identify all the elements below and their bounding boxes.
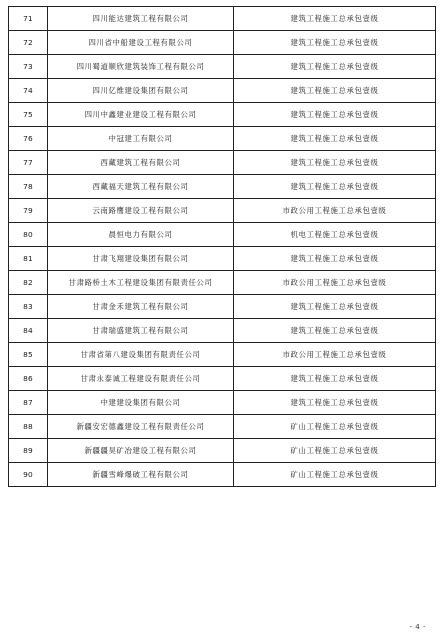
- qualification-cell: 建筑工程施工总承包壹级: [234, 103, 436, 127]
- qualification-cell: 矿山工程施工总承包壹级: [234, 439, 436, 463]
- company-name-cell: 新疆雪峰爆破工程有限公司: [48, 463, 234, 487]
- page-number: - 4 -: [409, 623, 426, 631]
- qualification-cell: 矿山工程施工总承包壹级: [234, 463, 436, 487]
- company-name-cell: 云南路鹰建设工程有限公司: [48, 199, 234, 223]
- company-name-cell: 四川省中船建设工程有限公司: [48, 31, 234, 55]
- row-number-cell: 84: [9, 319, 48, 343]
- company-name-cell: 晨恒电力有限公司: [48, 223, 234, 247]
- qualification-cell: 建筑工程施工总承包壹级: [234, 7, 436, 31]
- row-number-cell: 82: [9, 271, 48, 295]
- company-name-cell: 甘肃路桥土木工程建设集团有限责任公司: [48, 271, 234, 295]
- row-number-cell: 80: [9, 223, 48, 247]
- qualification-cell: 机电工程施工总承包壹级: [234, 223, 436, 247]
- table-row: [9, 55, 436, 79]
- company-name-cell: 中冠建工有限公司: [48, 127, 234, 151]
- row-number-cell: 85: [9, 343, 48, 367]
- table-row: [9, 439, 436, 463]
- company-name-cell: 西藏福天建筑工程有限公司: [48, 175, 234, 199]
- table-row: [9, 247, 436, 271]
- qualification-cell: 建筑工程施工总承包壹级: [234, 319, 436, 343]
- table-row: [9, 391, 436, 415]
- table-row: [9, 223, 436, 247]
- qualification-cell: 建筑工程施工总承包壹级: [234, 31, 436, 55]
- qualification-cell: 市政公用工程施工总承包壹级: [234, 343, 436, 367]
- qualification-cell: 建筑工程施工总承包壹级: [234, 175, 436, 199]
- company-name-cell: 新疆安宏德鑫建设工程有限责任公司: [48, 415, 234, 439]
- table-row: [9, 103, 436, 127]
- table-row: [9, 7, 436, 31]
- table-row: [9, 151, 436, 175]
- company-name-cell: 新疆疆昊矿冶建设工程有限公司: [48, 439, 234, 463]
- company-name-cell: 甘肃瑞盛建筑工程有限公司: [48, 319, 234, 343]
- table-body: [9, 7, 436, 487]
- qualification-cell: 建筑工程施工总承包壹级: [234, 127, 436, 151]
- row-number-cell: 78: [9, 175, 48, 199]
- table-row: [9, 463, 436, 487]
- qualification-cell: 建筑工程施工总承包壹级: [234, 151, 436, 175]
- qualification-cell: 建筑工程施工总承包壹级: [234, 391, 436, 415]
- table-row: [9, 175, 436, 199]
- table-row: [9, 31, 436, 55]
- table-row: [9, 367, 436, 391]
- company-name-cell: 甘肃永泰诚工程建设有限责任公司: [48, 367, 234, 391]
- row-number-cell: 74: [9, 79, 48, 103]
- table-row: [9, 199, 436, 223]
- company-name-cell: 四川中鑫建业建设工程有限公司: [48, 103, 234, 127]
- table-row: [9, 295, 436, 319]
- qualification-cell: 建筑工程施工总承包壹级: [234, 295, 436, 319]
- row-number-cell: 83: [9, 295, 48, 319]
- row-number-cell: 77: [9, 151, 48, 175]
- qualification-cell: 建筑工程施工总承包壹级: [234, 55, 436, 79]
- company-qualification-table: [8, 6, 436, 487]
- row-number-cell: 90: [9, 463, 48, 487]
- qualification-cell: 建筑工程施工总承包壹级: [234, 367, 436, 391]
- company-name-cell: 甘肃飞翔建设集团有限公司: [48, 247, 234, 271]
- company-name-cell: 四川蜀道顺欣建筑装饰工程有限公司: [48, 55, 234, 79]
- row-number-cell: 73: [9, 55, 48, 79]
- row-number-cell: 75: [9, 103, 48, 127]
- row-number-cell: 76: [9, 127, 48, 151]
- company-name-cell: 西藏建筑工程有限公司: [48, 151, 234, 175]
- company-name-cell: 四川亿维建设集团有限公司: [48, 79, 234, 103]
- qualification-cell: 市政公用工程施工总承包壹级: [234, 271, 436, 295]
- row-number-cell: 88: [9, 415, 48, 439]
- company-name-cell: 甘肃省第八建设集团有限责任公司: [48, 343, 234, 367]
- row-number-cell: 71: [9, 7, 48, 31]
- table-row: [9, 271, 436, 295]
- company-name-cell: 四川能达建筑工程有限公司: [48, 7, 234, 31]
- company-name-cell: 中建建设集团有限公司: [48, 391, 234, 415]
- qualification-cell: 建筑工程施工总承包壹级: [234, 247, 436, 271]
- row-number-cell: 79: [9, 199, 48, 223]
- company-name-cell: 甘肃金禾建筑工程有限公司: [48, 295, 234, 319]
- table-row: [9, 319, 436, 343]
- row-number-cell: 86: [9, 367, 48, 391]
- table-row: [9, 127, 436, 151]
- row-number-cell: 81: [9, 247, 48, 271]
- qualification-cell: 矿山工程施工总承包壹级: [234, 415, 436, 439]
- table-row: [9, 415, 436, 439]
- table-row: [9, 343, 436, 367]
- qualification-cell: 建筑工程施工总承包壹级: [234, 79, 436, 103]
- row-number-cell: 72: [9, 31, 48, 55]
- table-row: [9, 79, 436, 103]
- qualification-cell: 市政公用工程施工总承包壹级: [234, 199, 436, 223]
- row-number-cell: 87: [9, 391, 48, 415]
- row-number-cell: 89: [9, 439, 48, 463]
